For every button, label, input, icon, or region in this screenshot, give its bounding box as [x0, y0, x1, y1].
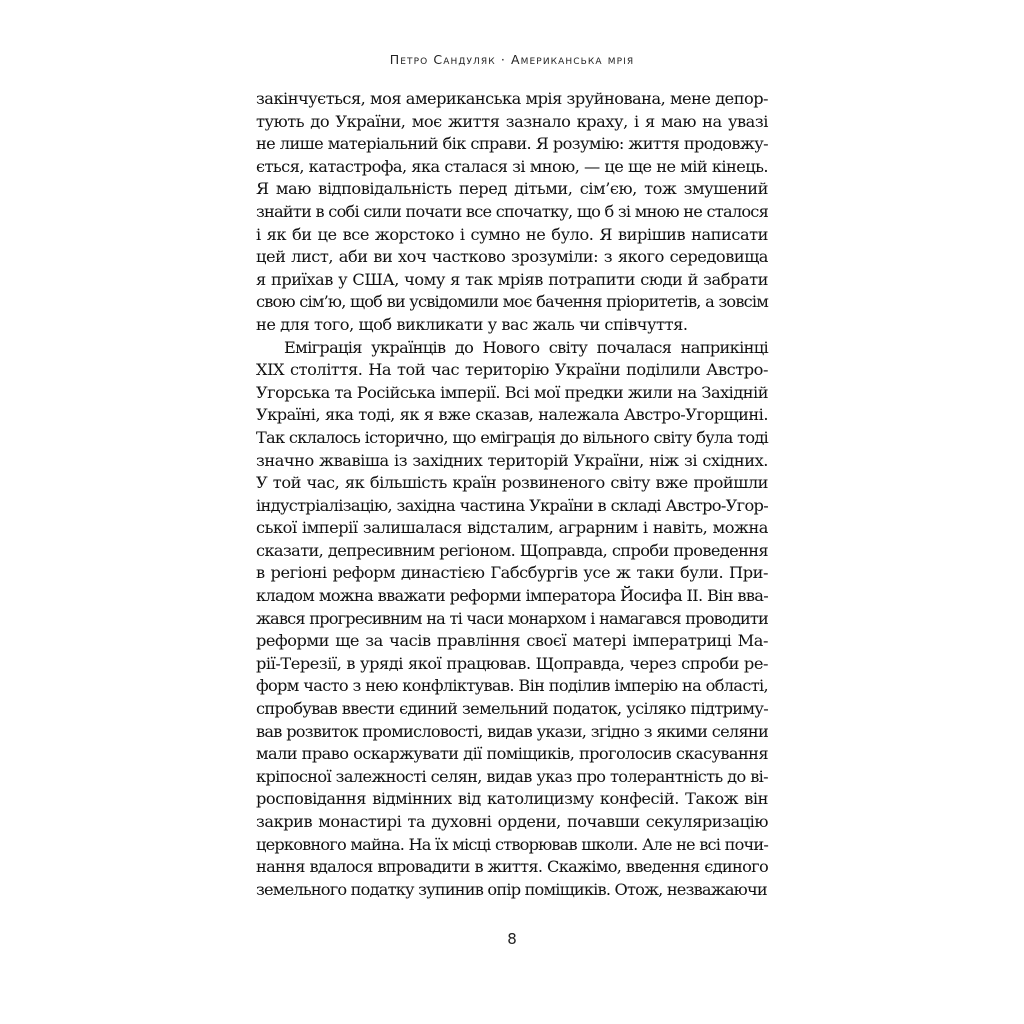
page-number: 8 — [507, 930, 517, 948]
text-line: Я маю відповідальність перед дітьми, сім’єю, тож змушений — [256, 179, 768, 199]
header-author: Петро Сандуляк — [389, 52, 496, 67]
text-line: У той час, як більшість країн розвиненого світу вже пройшли — [256, 473, 768, 493]
text-line: Україні, яка тоді, як я вже сказав, належала Австро-Угорщині. — [256, 405, 768, 425]
text-line: реформи ще за часів правління своєї матері імператриці Ма- — [256, 631, 768, 651]
text-line: нання вдалося впровадити в життя. Скажімо, введення єдиного — [256, 857, 768, 877]
text-line: рії-Терезії, в уряді якої працював. Щоправда, через спроби ре- — [256, 653, 768, 673]
paragraph — [256, 337, 768, 902]
text-line: Так склалось історично, що еміграція до вільного світу була тоді — [256, 427, 768, 447]
header-separator: · — [500, 52, 506, 67]
text-line: закрив монастирі та духовні ордени, почавши секуляризацію — [256, 812, 768, 831]
text-line: жався прогресивним на ті часи монархом і намагався проводити — [256, 608, 768, 628]
paragraph — [256, 88, 768, 337]
text-line: мали право оскаржувати дії поміщиків, проголосив скасування — [256, 744, 768, 764]
text-line: ської імперії залишалася відсталим, аграрним і навіть, можна — [256, 518, 768, 538]
text-line: значно жвавіша із західних територій України, ніж зі східних. — [256, 450, 768, 470]
text-line: не лише матеріальний бік справи. Я розумію: життя продовжу- — [256, 134, 768, 154]
text-line: спробував ввести єдиний земельний податок, усіляко підтриму- — [256, 699, 768, 719]
text-line: кріпосної залежності селян, видав указ про толерантність до ві- — [256, 766, 768, 786]
text-line: кладом можна вважати реформи імператора Йосифа II. Він вва- — [256, 586, 768, 606]
text-line: цей лист, аби ви хоч частково зрозуміли: з якого середовища — [256, 247, 768, 267]
header-book-title: Американська мрія — [511, 52, 635, 67]
text-line: не для того, щоб викликати у вас жаль чи співчуття. — [256, 314, 688, 334]
text-line: тують до України, моє життя зазнало краху, і я маю на увазі — [256, 111, 768, 131]
text-line: церковного майна. На їх місці створював школи. Але не всі почи- — [256, 834, 768, 854]
text-line: в регіоні реформ династією Габсбургів усе ж таки були. При- — [256, 563, 768, 583]
body-text — [256, 88, 768, 901]
text-line: XIX століття. На той час територію України поділили Австро- — [256, 360, 768, 380]
text-line: свою сім’ю, щоб ви усвідомили моє бачення пріоритетів, а зовсім — [256, 292, 768, 312]
text-line: вав розвиток промисловості, видав укази, згідно з якими селяни — [256, 721, 768, 741]
text-line: ється, катастрофа, яка сталася зі мною, — це ще не мій кінець. — [256, 156, 768, 176]
text-line: індустріалізацію, західна частина України в складі Австро-Угор- — [256, 495, 768, 515]
text-line: сказати, депресивним регіоном. Щоправда, спроби проведення — [256, 540, 768, 560]
text-line: Угорська та Російська імперії. Всі мої предки жили на Західній — [256, 382, 768, 402]
text-line: і як би це все жорстоко і сумно не було. Я вирішив написати — [256, 224, 768, 244]
text-line: закінчується, моя американська мрія зруйнована, мене депор- — [256, 89, 768, 108]
text-line: форм часто з нею конфліктував. Він поділив імперію на області, — [256, 676, 768, 696]
text-line: Еміграція українців до Нового світу почалася наприкінці — [284, 337, 768, 357]
text-line: знайти в собі сили почати все спочатку, що б зі мною не сталося — [256, 201, 768, 221]
running-head — [0, 52, 1024, 67]
text-line: я приїхав у США, чому я так мріяв потрапити сюди й забрати — [256, 269, 768, 289]
text-line: росповідання відмінних від католицизму конфесій. Також він — [256, 789, 768, 809]
text-line: земельного податку зупинив опір поміщиків. Отож, незважаючи — [256, 879, 767, 899]
